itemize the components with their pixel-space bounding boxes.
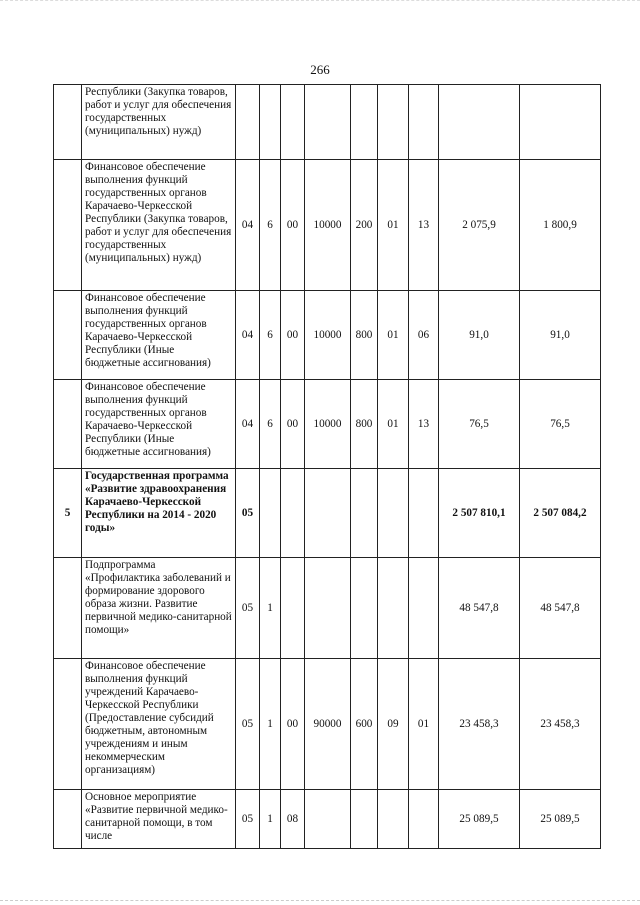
code-rz: 01 [378,291,409,380]
code-rz [378,469,409,558]
code-pr [409,790,439,849]
amount-1: 48 547,8 [439,558,520,659]
code-gp: 05 [236,558,260,659]
code-direction [305,469,351,558]
row-number [54,558,82,659]
code-direction: 10000 [305,380,351,469]
row-name: Основное мероприятие «Развитие первичной медико-санитарной помощи, в том числе [82,790,236,849]
code-om [281,469,305,558]
amount-2: 1 800,9 [520,160,601,291]
code-om: 00 [281,160,305,291]
amount-2: 2 507 084,2 [520,469,601,558]
row-number [54,790,82,849]
code-rz: 01 [378,160,409,291]
budget-table [53,84,601,849]
code-pr: 01 [409,659,439,790]
code-rz: 09 [378,659,409,790]
code-direction: 10000 [305,291,351,380]
code-gp [236,85,260,160]
row-number [54,291,82,380]
code-pp: 6 [260,291,281,380]
table-row [54,160,601,291]
amount-1: 2 075,9 [439,160,520,291]
code-rz [378,85,409,160]
table-row [54,380,601,469]
code-direction [305,790,351,849]
row-number [54,659,82,790]
code-gp: 05 [236,659,260,790]
amount-2: 25 089,5 [520,790,601,849]
table-row [54,291,601,380]
code-vr: 200 [351,160,378,291]
code-pr: 13 [409,160,439,291]
code-om: 00 [281,659,305,790]
table-row [54,85,601,160]
amount-1: 25 089,5 [439,790,520,849]
code-vr [351,790,378,849]
code-pp: 6 [260,380,281,469]
code-pr [409,469,439,558]
code-pr: 06 [409,291,439,380]
row-name: Финансовое обеспечение выполнения функций государственных органов Карачаево-Черкесской Республики (Иные бюджетные ассигнования) [82,291,236,380]
code-direction: 90000 [305,659,351,790]
amount-2: 76,5 [520,380,601,469]
amount-2: 91,0 [520,291,601,380]
table-row [54,659,601,790]
scan-edge-top [0,0,640,3]
code-gp: 05 [236,790,260,849]
code-vr: 800 [351,380,378,469]
code-om: 00 [281,291,305,380]
code-pp: 1 [260,558,281,659]
amount-2: 48 547,8 [520,558,601,659]
amount-1: 23 458,3 [439,659,520,790]
row-name: Государственная программа «Развитие здравоохранения Карачаево-Черкесской Республики на 2014 - 2020 годы» [82,469,236,558]
row-number [54,85,82,160]
row-number [54,380,82,469]
code-rz [378,558,409,659]
code-vr [351,85,378,160]
row-number [54,160,82,291]
code-vr [351,558,378,659]
table-row-program [54,469,601,558]
code-pp: 1 [260,790,281,849]
code-gp: 04 [236,291,260,380]
code-direction: 10000 [305,160,351,291]
code-gp: 04 [236,160,260,291]
code-pp [260,469,281,558]
code-pp [260,85,281,160]
row-name: Финансовое обеспечение выполнения функций государственных органов Карачаево-Черкесской Республики (Закупка товаров, работ и услуг для обеспечения государственных (муниципальных) нужд) [82,160,236,291]
amount-2: 23 458,3 [520,659,601,790]
table-row [54,790,601,849]
code-pr [409,85,439,160]
code-rz [378,790,409,849]
scan-edge-bottom [0,900,640,903]
amount-1: 91,0 [439,291,520,380]
amount-1 [439,85,520,160]
code-om [281,85,305,160]
code-direction [305,85,351,160]
code-gp: 04 [236,380,260,469]
row-name: Республики (Закупка товаров, работ и услуг для обеспечения государственных (муниципальных) нужд) [82,85,236,160]
amount-1: 76,5 [439,380,520,469]
amount-1: 2 507 810,1 [439,469,520,558]
code-pr: 13 [409,380,439,469]
code-om [281,558,305,659]
row-name: Финансовое обеспечение выполнения функций государственных органов Карачаево-Черкесской Республики (Иные бюджетные ассигнования) [82,380,236,469]
row-name: Подпрограмма «Профилактика заболеваний и формирование здорового образа жизни. Развитие первичной медико-санитарной помощи» [82,558,236,659]
code-direction [305,558,351,659]
row-number: 5 [54,469,82,558]
table-row [54,558,601,659]
row-name: Финансовое обеспечение выполнения функций учреждений Карачаево-Черкесской Республики (Предоставление субсидий бюджетным, автономным учреждениям и иным некоммерческим организациям) [82,659,236,790]
code-pr [409,558,439,659]
code-pp: 1 [260,659,281,790]
code-vr [351,469,378,558]
code-rz: 01 [378,380,409,469]
code-vr: 800 [351,291,378,380]
code-vr: 600 [351,659,378,790]
table-body [54,85,601,849]
code-om: 00 [281,380,305,469]
code-gp: 05 [236,469,260,558]
code-pp: 6 [260,160,281,291]
page-number: 266 [310,62,330,77]
code-om: 08 [281,790,305,849]
amount-2 [520,85,601,160]
